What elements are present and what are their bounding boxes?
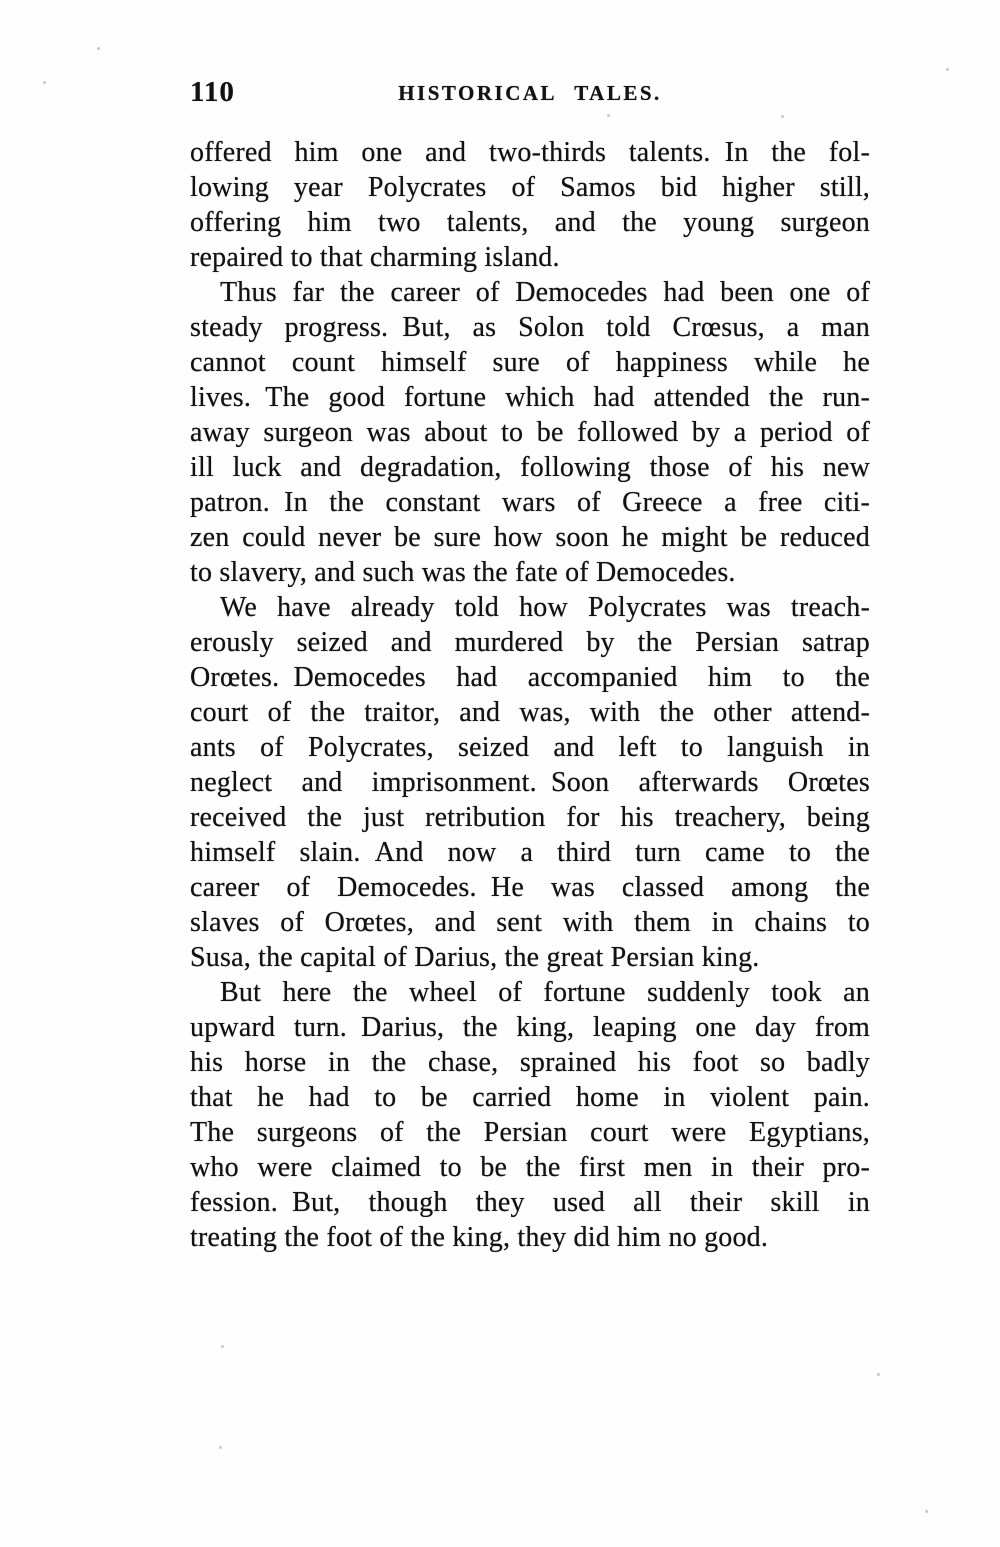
paragraph-3	[190, 590, 870, 975]
scan-speck	[221, 1345, 224, 1348]
text-line: Thus far the career of Democedes had been one of	[220, 277, 870, 308]
text-line: offered him one and two-thirds talents. In the fol-	[190, 137, 870, 168]
running-title: HISTORICAL TALES.	[398, 81, 662, 105]
scan-speck	[607, 114, 610, 117]
text-line: We have already told how Polycrates was treach-	[220, 592, 870, 623]
text-line: fession. But, though they used all their skill in	[190, 1187, 870, 1218]
text-line: slaves of Orœtes, and sent with them in chains to	[190, 907, 870, 938]
paragraph-4	[190, 975, 870, 1255]
scan-speck	[43, 81, 46, 84]
running-header	[190, 78, 870, 110]
text-line: neglect and imprisonment. Soon afterwards Orœtes	[190, 767, 870, 798]
text-line: upward turn. Darius, the king, leaping one day from	[190, 1012, 870, 1043]
text-line: offering him two talents, and the young surgeon	[190, 207, 870, 238]
text-line: that he had to be carried home in violent pain.	[190, 1082, 870, 1113]
text-line: ill luck and degradation, following those of his new	[190, 452, 870, 483]
text-line: cannot count himself sure of happiness while he	[190, 347, 870, 378]
text-line: erously seized and murdered by the Persian satrap	[190, 627, 870, 658]
text-line: lives. The good fortune which had attended the run-	[190, 382, 870, 413]
text-line: ants of Polycrates, seized and left to languish in	[190, 732, 870, 763]
text-line: away surgeon was about to be followed by a period of	[190, 417, 870, 448]
text-line: lowing year Polycrates of Samos bid higher still,	[190, 172, 870, 203]
text-line: Orœtes. Democedes had accompanied him to the	[190, 662, 870, 693]
text-line: received the just retribution for his treachery, being	[190, 802, 870, 833]
text-line: But here the wheel of fortune suddenly took an	[220, 977, 870, 1008]
text-line: court of the traitor, and was, with the other attend-	[190, 697, 870, 728]
text-line: zen could never be sure how soon he might be reduced	[190, 522, 870, 553]
scan-speck	[97, 47, 100, 50]
body-text	[190, 135, 870, 1255]
text-line: to slavery, and such was the fate of Democedes.	[190, 557, 736, 588]
paragraph-2	[190, 275, 870, 590]
text-line: career of Democedes. He was classed among the	[190, 872, 870, 903]
text-line: The surgeons of the Persian court were Egyptians,	[190, 1117, 870, 1148]
text-line: himself slain. And now a third turn came to the	[190, 837, 870, 868]
page-number: 110	[190, 76, 235, 108]
text-line: Susa, the capital of Darius, the great Persian king.	[190, 942, 760, 973]
scan-speck	[877, 1373, 880, 1376]
scan-speck	[946, 68, 949, 71]
text-line: his horse in the chase, sprained his foot so badly	[190, 1047, 870, 1078]
scan-speck	[219, 1446, 222, 1449]
scan-speck	[925, 1510, 928, 1513]
paragraph-1	[190, 135, 870, 275]
text-line: patron. In the constant wars of Greece a free citi-	[190, 487, 870, 518]
scan-speck	[781, 115, 784, 118]
text-line: treating the foot of the king, they did him no good.	[190, 1222, 769, 1253]
text-line: who were claimed to be the first men in their pro-	[190, 1152, 870, 1183]
text-line: repaired to that charming island.	[190, 242, 560, 273]
text-line: steady progress. But, as Solon told Crœsus, a man	[190, 312, 870, 343]
